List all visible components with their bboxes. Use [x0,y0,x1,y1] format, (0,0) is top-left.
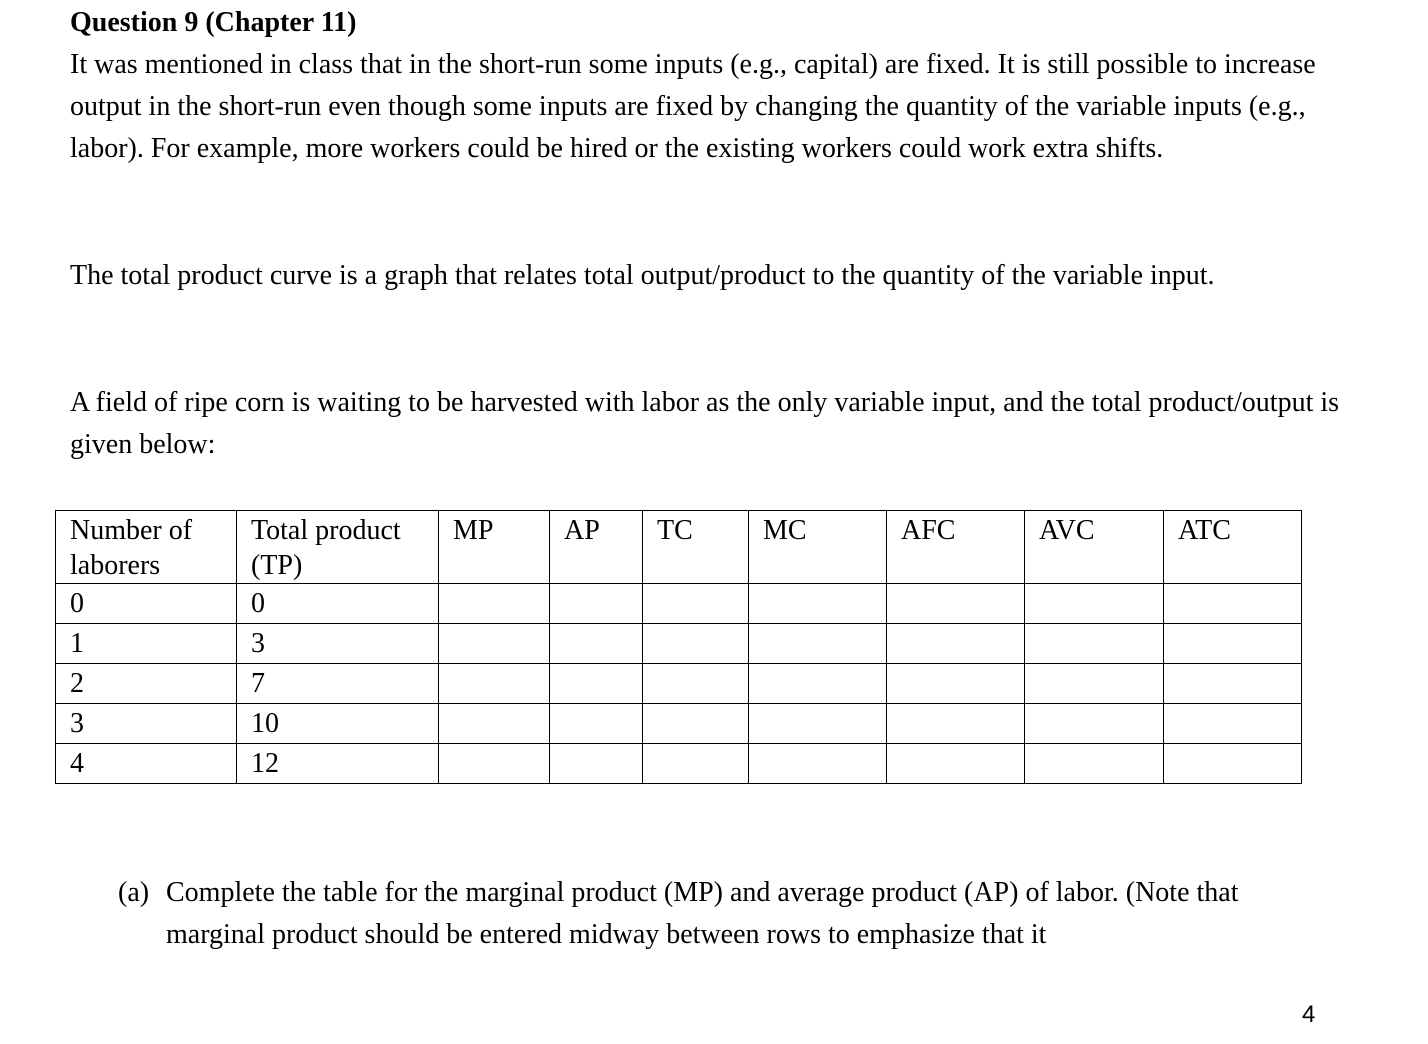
header-ap: AP [550,511,643,584]
cell-afc [887,584,1025,624]
cell-mp [439,704,550,744]
page-number: 4 [1302,1001,1316,1028]
header-atc: ATC [1164,511,1302,584]
table-row [56,744,1302,784]
cell-mp [439,584,550,624]
cell-ap [550,624,643,664]
cell-afc [887,704,1025,744]
table-header-row [56,511,1302,584]
cell-atc [1164,664,1302,704]
cell-tc [643,584,749,624]
cell-mp [439,624,550,664]
cell-avc [1025,744,1164,784]
intro-paragraph: It was mentioned in class that in the short-run some inputs (e.g., capital) are fixed. It is still possible to increase output in the short-run even though some inputs are fixed by changing the quantity of the variable inputs (e.g., labor). For example, more workers could be hired or the existing workers could work extra shifts. [70,49,1316,164]
cell-tc [643,664,749,704]
cell-avc [1025,624,1164,664]
cell-ap [550,584,643,624]
part-a-text: Complete the table for the marginal product (MP) and average product (AP) of labor. (Note that marginal product should be entered midway between rows to emphasize that it [166,877,1239,950]
cell-mp [439,744,550,784]
total-product-definition-paragraph: The total product curve is a graph that relates total output/product to the quantity of the variable input. [70,260,1215,291]
corn-field-paragraph: A field of ripe corn is waiting to be harvested with labor as the only variable input, and the total product/output is given below: [70,387,1340,460]
cell-mc [749,744,887,784]
cell-ap [550,744,643,784]
part-a-label: (a) [118,877,150,908]
cell-avc [1025,664,1164,704]
table-row [56,664,1302,704]
cell-tc [643,744,749,784]
cell-atc [1164,584,1302,624]
header-afc: AFC [887,511,1025,584]
cell-tp: 10 [237,704,439,744]
cell-tp: 12 [237,744,439,784]
cell-laborers: 3 [56,704,237,744]
cell-afc [887,624,1025,664]
header-tc: TC [643,511,749,584]
cell-ap [550,664,643,704]
production-cost-table [55,510,1302,784]
header-avc: AVC [1025,511,1164,584]
header-mp: MP [439,511,550,584]
cell-mp [439,664,550,704]
cell-avc [1025,704,1164,744]
question-heading: Question 9 (Chapter 11) [70,7,357,38]
cell-laborers: 0 [56,584,237,624]
header-total-product: Total product (TP) [237,511,439,584]
cell-tp: 3 [237,624,439,664]
cell-tp: 7 [237,664,439,704]
cell-mc [749,624,887,664]
cell-tc [643,624,749,664]
cell-atc [1164,704,1302,744]
header-number-of-laborers: Number of laborers [56,511,237,584]
header-mc: MC [749,511,887,584]
cell-afc [887,664,1025,704]
cell-atc [1164,744,1302,784]
cell-avc [1025,584,1164,624]
cell-laborers: 2 [56,664,237,704]
cell-mc [749,664,887,704]
cell-ap [550,704,643,744]
cell-tc [643,704,749,744]
table-row [56,624,1302,664]
cell-laborers: 4 [56,744,237,784]
cell-afc [887,744,1025,784]
table-row [56,704,1302,744]
cell-atc [1164,624,1302,664]
cell-mc [749,584,887,624]
table-row [56,584,1302,624]
cell-mc [749,704,887,744]
cell-tp: 0 [237,584,439,624]
cell-laborers: 1 [56,624,237,664]
